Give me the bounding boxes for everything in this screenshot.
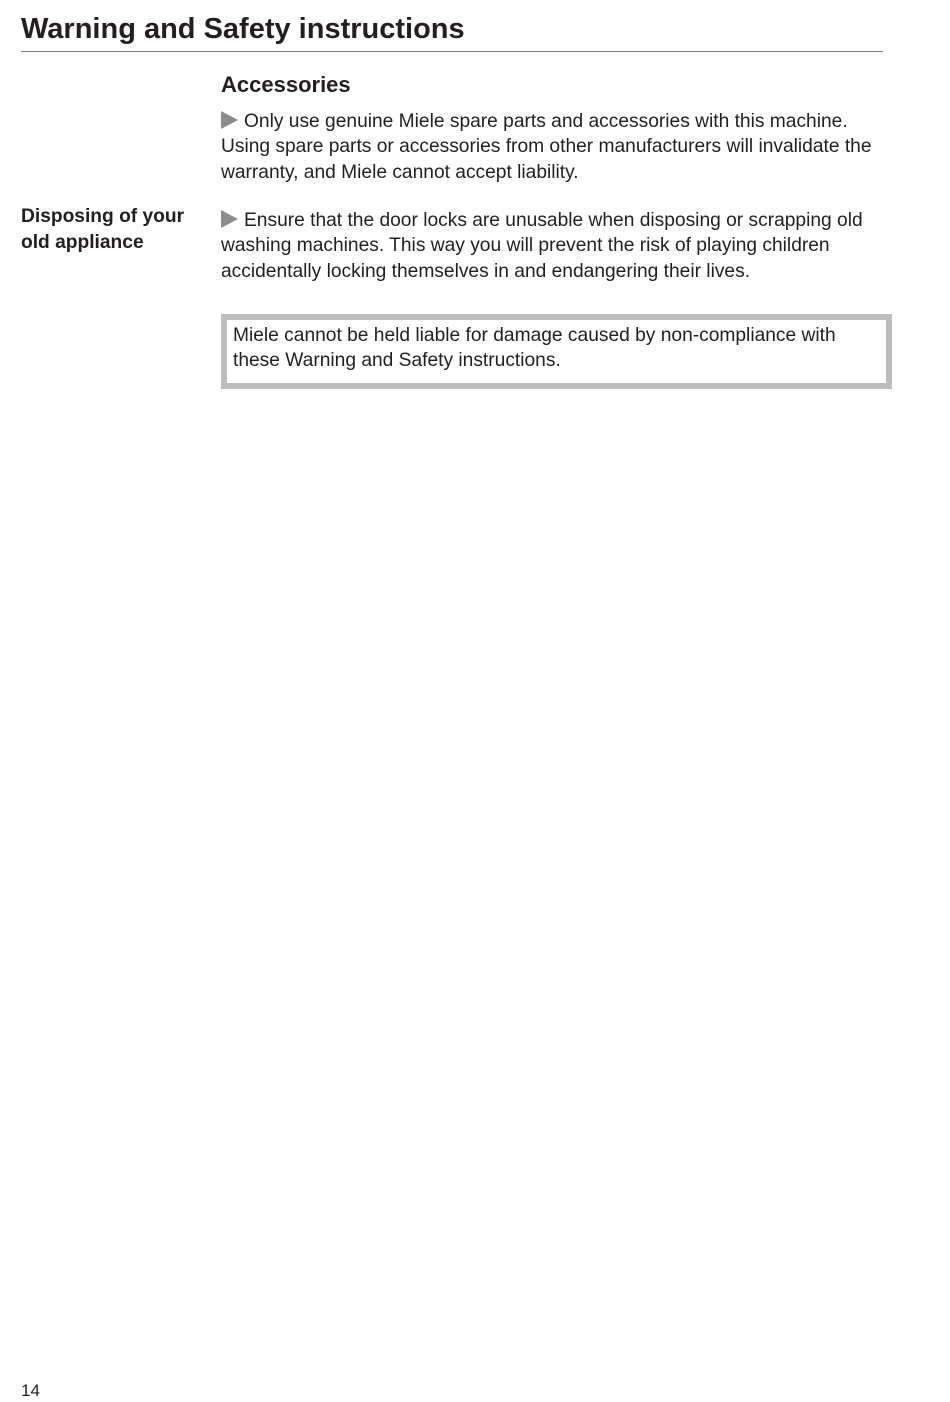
- triangle-right-icon: [221, 111, 238, 129]
- triangle-right-icon: [221, 210, 238, 228]
- liability-notice-box: [221, 314, 892, 389]
- accessories-instruction: [221, 109, 889, 185]
- title-divider: [21, 51, 883, 52]
- page-number: 14: [21, 1381, 40, 1400]
- page-title: Warning and Safety instructions: [21, 13, 465, 45]
- disposal-side-label: Disposing of your old appliance: [21, 206, 185, 253]
- accessories-text: Only use genuine Miele spare parts and accessories with this machine. Using spare parts or accessories from other manufacturers will invalidate the warranty, and Miele cannot accept liability.: [221, 111, 872, 183]
- liability-notice-text: Miele cannot be held liable for damage caused by non-compliance with these Warning and Safety instructions.: [233, 325, 836, 371]
- disposal-text: Ensure that the door locks are unusable when disposing or scrapping old washing machines. This way you will prevent the risk of playing children accidentally locking themselves in and endangering their lives.: [221, 210, 863, 282]
- disposal-instruction: [221, 208, 889, 284]
- accessories-heading: Accessories: [221, 72, 351, 97]
